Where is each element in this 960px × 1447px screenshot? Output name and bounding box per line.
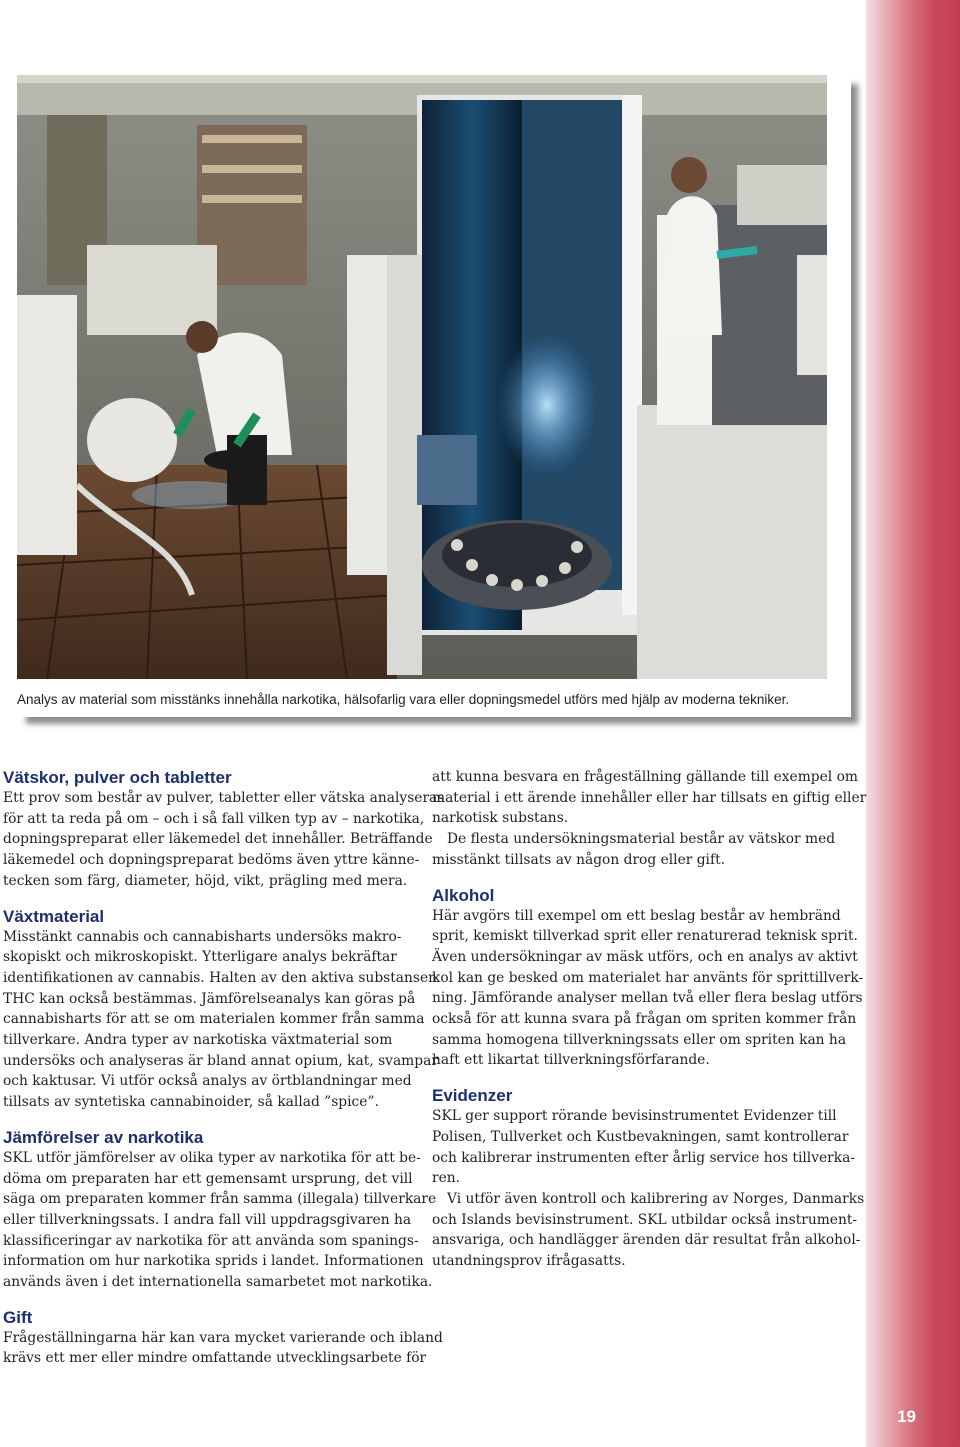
text-line: Här avgörs till exempel om ett beslag består av hembränd [432, 907, 841, 924]
text-line: Även undersökningar av mäsk utförs, och en analys av aktivt [432, 948, 858, 965]
text-line: ren. [432, 1170, 461, 1187]
paragraph [432, 1189, 865, 1272]
right-column [432, 767, 867, 1272]
text-line: Vi utför även kontroll och kalibrering av Norges, Danmarks [447, 1190, 865, 1207]
text-line: THC kan också bestämmas. Jämförelseanalys kan göras på [3, 990, 416, 1007]
page-number: 19 [897, 1407, 916, 1426]
text-line: kol kan ge besked om materialet har använts för sprittillverk- [432, 969, 864, 986]
text-line: Ett prov som består av pulver, tabletter eller vätska analyseras [3, 790, 445, 806]
text-line: information om hur narkotika sprids i landet. Informationen [3, 1253, 424, 1270]
text-line: används även i det internationella samarbetet mot narkotika. [3, 1274, 433, 1291]
text-line: Frågeställningarna här kan vara mycket varierande och ibland [3, 1329, 443, 1346]
section-heading: Alkohol [432, 885, 495, 905]
lab-photo-illustration [17, 75, 827, 679]
text-line: material i ett ärende innehåller eller har tillsats en giftig eller [432, 789, 867, 806]
text-line: skopiskt och mikroskopiskt. Ytterligare analys bekräftar [3, 949, 397, 966]
section-gift [3, 1307, 443, 1369]
text-line: misstänkt tillsats av någon drog eller gift. [432, 851, 725, 868]
text-line: tillverkare. Andra typer av narkotiska växtmaterial som [3, 1032, 393, 1049]
side-decor-band [866, 0, 960, 1447]
text-line: Polisen, Tullverket och Kustbevakningen, samt kontrollerar [432, 1128, 849, 1145]
text-line: sprit, kemiskt tillverkad sprit eller renaturerad teknisk sprit. [432, 928, 858, 945]
paragraph [3, 1328, 443, 1369]
text-line: narkotisk substans. [432, 810, 569, 827]
section-heading: Gift [3, 1307, 33, 1327]
text-line: klassificeringar av narkotika för att använda som spanings- [3, 1232, 419, 1249]
section-gift-continued [432, 767, 867, 871]
text-line: Misstänkt cannabis och cannabisharts undersöks makro- [3, 928, 402, 945]
text-line: identifikationen av cannabis. Halten av den aktiva substansen [3, 969, 438, 986]
section-alkohol [432, 885, 864, 1072]
left-column [3, 767, 445, 1369]
paragraph [3, 927, 438, 1113]
photo-caption: Analys av material som misstänks innehålla narkotika, hälsofarlig vara eller dopningsmedel utförs med hjälp av moderna tekniker. [17, 692, 790, 707]
text-line: döma om preparaten har ett gemensamt ursprung, det vill [3, 1170, 413, 1187]
section-heading: Evidenzer [432, 1086, 513, 1106]
lab-photo [17, 75, 827, 679]
text-line: också för att kunna svara på frågan om spriten kommer från [432, 1011, 857, 1028]
paragraph [432, 829, 852, 870]
text-line: SKL ger support rörande bevisinstrumentet Evidenzer till [432, 1108, 837, 1125]
text-line: för att ta reda på om – och i så fall vilken typ av – narkotika, [3, 810, 425, 827]
paragraph [432, 906, 864, 1072]
text-line: läkemedel och dopningspreparat bedöms även yttre känne- [3, 852, 420, 869]
section-vaxtmaterial [3, 906, 438, 1113]
text-line: undersöks och analyseras är bland annat opium, kat, svampar [3, 1052, 438, 1069]
section-vatskor [3, 767, 445, 892]
text-line: och kalibrerar instrumenten efter årlig service hos tillverka- [432, 1149, 856, 1166]
text-line: ansvariga, och handlägger ärenden där resultat från alkohol- [432, 1232, 861, 1249]
text-line: krävs ett mer eller mindre omfattande utvecklingsarbete för [3, 1350, 427, 1367]
text-line: cannabisharts för att se om materialen kommer från samma [3, 1011, 425, 1028]
text-line: utandningsprov ifrågasatts. [432, 1253, 626, 1270]
text-line: eller tillverkningssats. I andra fall vill uppdragsgivaren ha [3, 1211, 412, 1228]
text-line: och Islands bevisinstrument. SKL utbildar också instrument- [432, 1211, 858, 1228]
text-line: och kaktusar. Vi utför också analys av örtblandningar med [3, 1073, 412, 1090]
paragraph [432, 767, 867, 829]
section-heading: Växtmaterial [3, 906, 105, 926]
section-heading: Jämförelser av narkotika [3, 1127, 204, 1147]
section-evidenzer [432, 1085, 865, 1272]
text-line: De flesta undersökningsmaterial består av vätskor med [447, 831, 836, 848]
text-line: att kunna besvara en frågeställning gällande till exempel om [432, 769, 858, 785]
section-heading: Vätskor, pulver och tabletter [3, 768, 232, 787]
paragraph [3, 788, 445, 892]
text-line: tillsats av syntetiska cannabinoider, så kallad ”spice”. [3, 1094, 379, 1111]
text-line: samma homogena tillverkningssats eller om spriten kan ha [432, 1031, 847, 1048]
section-jamforelser [3, 1127, 437, 1293]
text-line: haft ett likartat tillverkningsförfarande. [432, 1052, 710, 1069]
text-line: säga om preparaten kommer från samma (illegala) tillverkare [3, 1191, 437, 1208]
text-line: SKL utför jämförelser av olika typer av narkotika för att be- [3, 1149, 421, 1166]
paragraph [432, 1106, 856, 1189]
text-line: ning. Jämförande analyser mellan två eller flera beslag utförs [432, 990, 863, 1007]
text-line: tecken som färg, diameter, höjd, vikt, prägling med mera. [3, 872, 408, 889]
paragraph [3, 1148, 437, 1293]
text-line: dopningspreparat eller läkemedel det innehåller. Beträffande [3, 831, 433, 848]
